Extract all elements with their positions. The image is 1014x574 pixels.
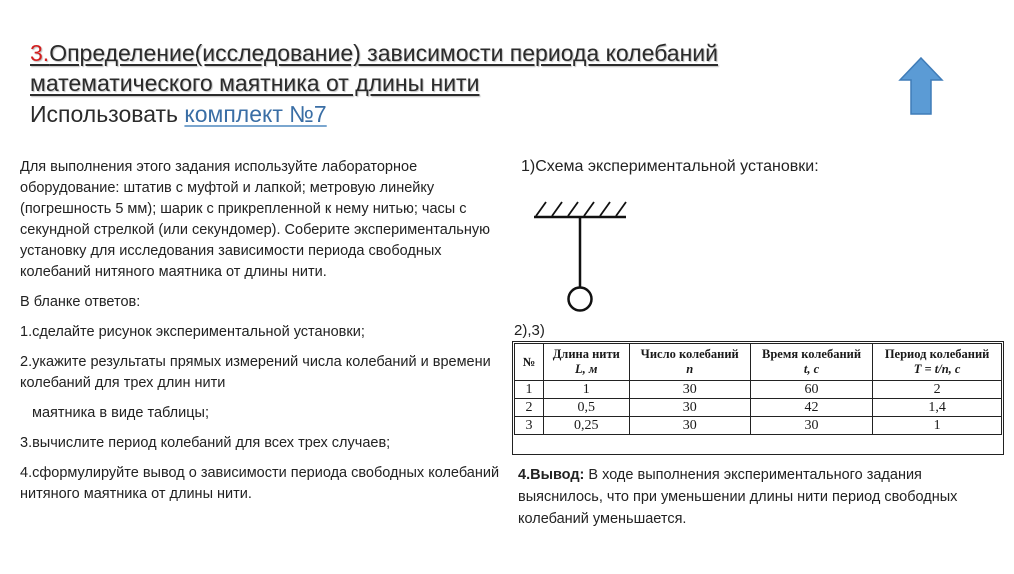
answers-heading: В бланке ответов:: [20, 294, 141, 310]
slide-title: [30, 38, 910, 129]
table-cell: 2: [515, 399, 544, 417]
title-text-1: Определение(исследование) зависимости периода колебаний: [49, 40, 718, 66]
pendulum-ball: [569, 288, 592, 311]
table-cell: 30: [629, 417, 750, 435]
table-header-row: [515, 344, 1002, 381]
table-row: [515, 381, 1002, 399]
table-cell: 42: [750, 399, 872, 417]
table-cell: 1,4: [873, 399, 1002, 417]
pendulum-diagram: [512, 190, 672, 320]
use-prefix: Использовать: [30, 101, 185, 127]
scheme-title: 1)Схема экспериментальной установки:: [521, 158, 819, 175]
header-cell: Период колебаний T = t/n, с: [873, 344, 1002, 381]
table-cell: 30: [750, 417, 872, 435]
table-section-label: 2),3): [514, 322, 545, 339]
step-2-cont: маятника в виде таблицы;: [32, 405, 209, 421]
task-description: [20, 157, 500, 514]
table-cell: 30: [629, 399, 750, 417]
table-cell: 2: [873, 381, 1002, 399]
header-cell: Число колебаний n: [629, 344, 750, 381]
measurements-table: [514, 343, 1002, 435]
conclusion-text: В ходе выполнения экспериментального задания выяснилось, что при уменьшении длины нити период свободных колебаний уменьшается.: [518, 467, 958, 527]
step-4: 4.сформулируйте вывод о зависимости периода свободных колебаний нитяного маятника от длины нити.: [20, 465, 500, 502]
table-cell: 1: [873, 417, 1002, 435]
table-cell: 0,5: [544, 399, 630, 417]
table-row: [515, 417, 1002, 435]
header-cell: Длина нити L, м: [544, 344, 630, 381]
title-line-2: математического маятника от длины нити: [30, 70, 480, 96]
title-number: 3.: [30, 40, 50, 66]
up-arrow-icon[interactable]: [898, 56, 944, 116]
step-2: 2.укажите результаты прямых измерений числа колебаний и времени колебаний для трех длин нити: [20, 354, 491, 391]
conclusion: [518, 464, 1008, 530]
step-1: 1.сделайте рисунок экспериментальной установки;: [20, 324, 365, 340]
table-cell: 30: [629, 381, 750, 399]
table-cell: 3: [515, 417, 544, 435]
header-cell: №: [515, 344, 544, 381]
step-3: 3.вычислите период колебаний для всех трех случаев;: [20, 435, 391, 451]
table-cell: 1: [515, 381, 544, 399]
support-hatching: [536, 202, 626, 216]
table-cell: 60: [750, 381, 872, 399]
kit-link[interactable]: комплект №7: [184, 101, 327, 127]
conclusion-label: 4.Вывод:: [518, 467, 585, 483]
title-line-1: [30, 38, 910, 68]
table-row: [515, 399, 1002, 417]
subtitle: [30, 99, 910, 129]
table-cell: 0,25: [544, 417, 630, 435]
table-cell: 1: [544, 381, 630, 399]
header-cell: Время колебаний t, с: [750, 344, 872, 381]
task-intro: Для выполнения этого задания используйте лабораторное оборудование: штатив с муфтой и лапкой; метровую линейку (погрешность 5 мм); шарик с прикрепленной к нему нитью; часы с секундной стрелкой (или секундомер). Соберите экспериментальную установку для исследования зависимости периода свободных колебаний нитяного маятника от длины нити.: [20, 159, 490, 280]
